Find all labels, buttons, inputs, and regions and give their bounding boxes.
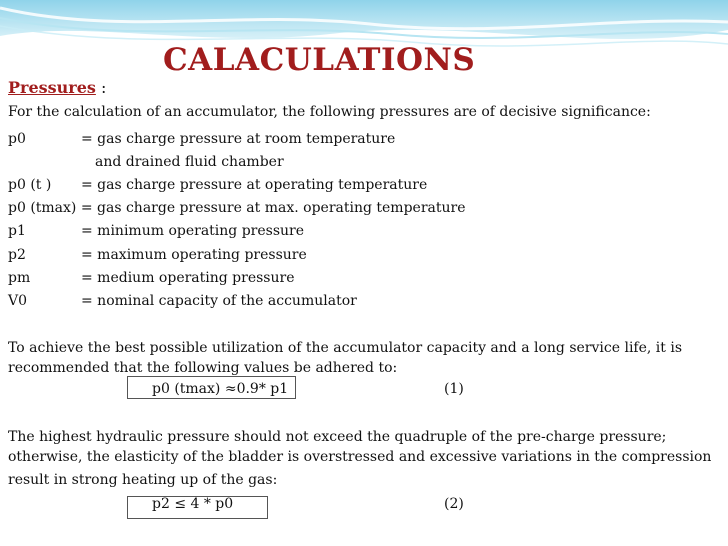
def-term-p0: p0 xyxy=(8,131,26,147)
def-term-pm: pm xyxy=(8,270,31,286)
def-desc-continuation: and drained fluid chamber xyxy=(95,154,284,170)
paragraph1-line2: recommended that the following values be adhered to: xyxy=(8,360,398,376)
def-line-p0tmax: p0 (tmax) = gas charge pressure at max. operating temperature xyxy=(8,200,466,216)
def-desc-p0t: = gas charge pressure at operating temperature xyxy=(81,177,428,193)
formula2-number: (2) xyxy=(444,496,464,512)
def-desc-pm: = medium operating pressure xyxy=(81,270,295,286)
paragraph2-line3: result in strong heating up of the gas: xyxy=(8,472,278,488)
formula1-number: (1) xyxy=(444,381,464,397)
section-heading-colon: : xyxy=(101,78,107,97)
paragraph2-line2: otherwise, the elasticity of the bladder is overstressed and excessive variations in the compression xyxy=(8,449,712,465)
def-desc-p0: = gas charge pressure at room temperature xyxy=(81,131,396,147)
section-heading xyxy=(8,79,106,97)
paragraph2-line1: The highest hydraulic pressure should not exceed the quadruple of the pre-charge pressure; xyxy=(8,429,667,445)
def-desc-v0: = nominal capacity of the accumulator xyxy=(81,293,357,309)
formula1-expression: p0 (tmax) ≈0.9* p1 xyxy=(152,381,289,397)
def-desc-p1: = minimum operating pressure xyxy=(81,223,304,239)
section-heading-label: Pressures xyxy=(8,78,96,97)
def-term-p2: p2 xyxy=(8,247,26,263)
intro-text: For the calculation of an accumulator, the following pressures are of decisive significance: xyxy=(8,104,651,120)
def-term-v0: V0 xyxy=(8,293,28,309)
def-term-p1: p1 xyxy=(8,223,26,239)
formula2-expression: p2 ≤ 4 * p0 xyxy=(152,496,234,512)
def-desc-p2: = maximum operating pressure xyxy=(81,247,307,263)
def-term-p0t: p0 (t ) xyxy=(8,177,52,193)
paragraph1-line1: To achieve the best possible utilization of the accumulator capacity and a long service life, it is xyxy=(8,340,683,356)
slide-title: CALACULATIONS xyxy=(163,42,476,78)
